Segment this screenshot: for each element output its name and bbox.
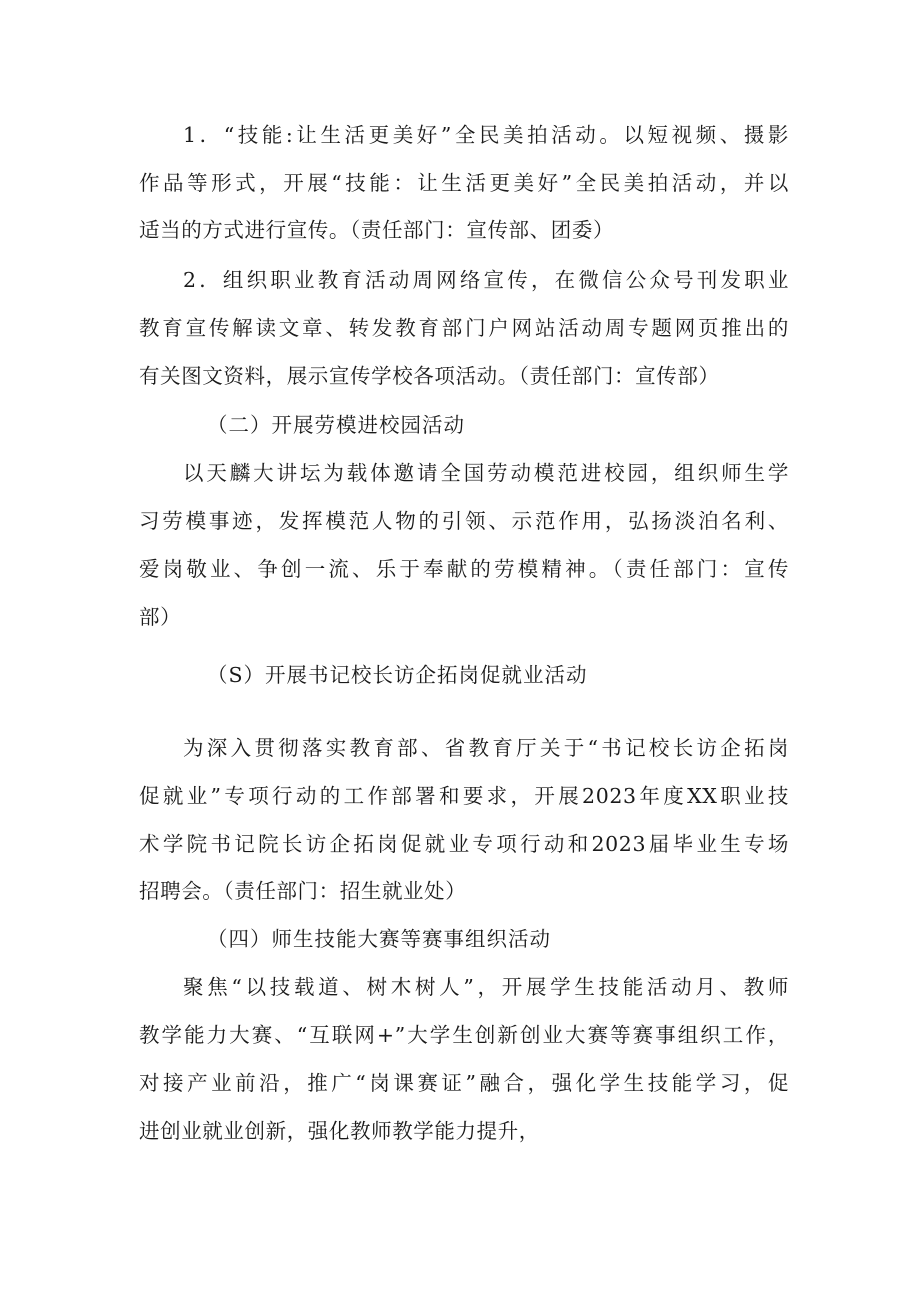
paragraph-4-line-4: 招聘会。（责任部门：招生就业处） (139, 879, 467, 903)
paragraph-3-line-1: 以天麟大讲坛为载体邀请全国劳动模范进校园，组织师生学 (183, 461, 789, 485)
paragraph-5-line-2: 教学能力大赛、“互联网+”大学生创新创业大赛等赛事组织工作， (139, 1023, 789, 1047)
paragraph-5-line-4: 进创业就业创新，强化教师教学能力提升， (139, 1119, 540, 1143)
section-heading-4: （四）师生技能大赛等赛事组织活动 (207, 927, 551, 951)
paragraph-2-line-1: 2．组织职业教育活动周网络宣传，在微信公众号刊发职业 (183, 268, 789, 292)
paragraph-2-line-2: 教育宣传解读文章、转发教育部门户网站活动周专题网页推出的 (139, 316, 789, 340)
paragraph-3-line-2: 习劳模事迹，发挥模范人物的引领、示范作用，弘扬淡泊名利、 (139, 509, 789, 533)
paragraph-3-line-3: 爱岗敬业、争创一流、乐于奉献的劳模精神。（责任部门：宣传 (139, 557, 789, 581)
section-heading-3: （S）开展书记校长访企拓岗促就业活动 (207, 663, 588, 687)
paragraph-4-line-1: 为深入贯彻落实教育部、省教育厅关于“书记校长访企拓岗 (183, 736, 789, 760)
paragraph-3-line-4: 部） (139, 605, 182, 629)
paragraph-4-line-2: 促就业”专项行动的工作部署和要求，开展2023年度XX职业技 (139, 784, 789, 808)
paragraph-2-line-3: 有关图文资料，展示宣传学校各项活动。（责任部门：宣传部） (139, 364, 720, 388)
paragraph-5-line-1: 聚焦“以技载道、树木树人”，开展学生技能活动月、教师 (183, 975, 789, 999)
paragraph-1-line-1: 1．“技能:让生活更美好”全民美拍活动。以短视频、摄影 (183, 123, 789, 147)
paragraph-5-line-3: 对接产业前沿，推广“岗课赛证”融合，强化学生技能学习，促 (139, 1071, 789, 1095)
paragraph-1-line-3: 适当的方式进行宣传。（责任部门：宣传部、团委） (139, 218, 615, 242)
paragraph-4-line-3: 术学院书记院长访企拓岗促就业专项行动和2023届毕业生专场 (139, 832, 789, 856)
paragraph-1-line-2: 作品等形式，开展“技能：让生活更美好”全民美拍活动，并以 (139, 171, 789, 195)
section-heading-2: （二）开展劳模进校园活动 (207, 413, 465, 437)
